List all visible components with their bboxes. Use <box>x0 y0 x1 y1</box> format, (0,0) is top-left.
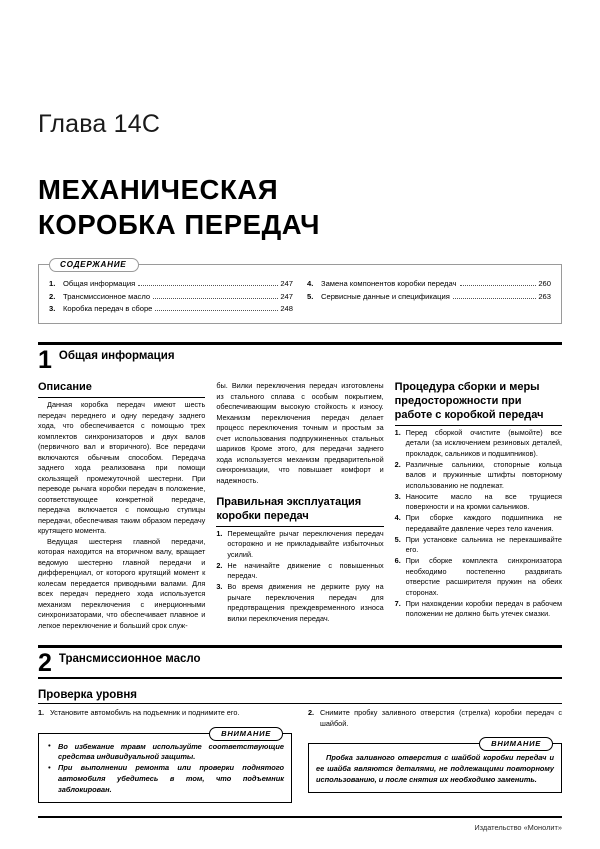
toc-entry-number: 4. <box>307 279 314 289</box>
toc-entry[interactable] <box>49 303 293 315</box>
toc-entry-number: 5. <box>307 291 314 301</box>
toc-leader-dots <box>453 297 537 299</box>
section-2-block <box>38 645 562 803</box>
section-1-columns <box>38 381 562 631</box>
toc-entry-page: 247 <box>280 279 293 289</box>
description-paragraph-1: Данная коробка передач имеют шесть передач переднего и одну передачу заднего хода, что обеспечивается с помощью трех комплектов синхронизаторов и двух валов (первичного вал и вторичного). Все передачи включаются обычным способом. Передача заднего хода реализована при помощи скользящей промежуточной шестерни. При переводе рычага коробки передач в положение, соответствующее конкретной передаче, передача включается с помощью ступицы передачи, обеспечивая таким образом передачу крутящего момента. <box>38 400 206 536</box>
toc-entry-page: 248 <box>280 303 293 313</box>
heading-opisanie: Описание <box>38 381 205 398</box>
toc-entry-number: 2. <box>49 291 56 301</box>
chapter-title <box>38 172 562 242</box>
toc-leader-dots <box>153 297 278 299</box>
footer-rule <box>38 816 562 818</box>
warning-box-right <box>308 739 562 792</box>
toc-entry-page: 247 <box>280 291 293 301</box>
heading-protsedura-sborki: Процедура сборки и меры предосторожности при работе с коробкой передач <box>395 381 562 425</box>
toc-column-left <box>49 278 293 315</box>
column-2 <box>216 381 383 631</box>
assembly-precautions-list <box>395 428 562 620</box>
section-title-row <box>38 345 562 373</box>
chapter-title-line2: КОРОБКА ПЕРЕДАЧ <box>38 209 321 241</box>
section-title-row <box>38 648 562 676</box>
list-item: Перед сборкой очистите (вымойте) все детали (за исключением резиновых деталей, прокладок, сальников и подшипников). <box>405 427 562 458</box>
toc-entry-number: 1. <box>49 279 56 289</box>
section-number: 2 <box>38 649 52 678</box>
table-of-contents <box>38 260 562 324</box>
toc-entry[interactable] <box>307 278 551 290</box>
toc-entry-title: Коробка передач в сборе <box>63 303 153 313</box>
step-text: Установите автомобиль на подъемник и поднимите его. <box>50 708 240 718</box>
toc-entry[interactable] <box>49 278 293 290</box>
heading-proverka-urovnya: Проверка уровня <box>38 689 562 704</box>
step-text: Снимите пробку заливного отверстия (стрелка) коробки передач с шайбой. <box>320 708 562 728</box>
toc-leader-dots <box>155 309 278 311</box>
section-2-header <box>38 645 562 679</box>
section-2-columns <box>38 708 562 803</box>
list-item: При сборке комплекта синхронизатора необходимо постепенно раздвигать отверстие расширителя пружин на обеих сторонах. <box>405 556 562 597</box>
toc-tab-label: СОДЕРЖАНИЕ <box>49 258 139 272</box>
list-item: При нахождении коробки передач в рабочем положении не должно быть утечек смазки. <box>405 598 562 619</box>
list-item: Не начинайте движение с повышенных передач. <box>227 560 384 581</box>
list-item: При установке сальника не перекашивайте его. <box>405 534 562 555</box>
procedure-step <box>38 708 292 719</box>
toc-entry-title: Сервисные данные и спецификация <box>321 291 450 301</box>
column-right <box>308 708 562 803</box>
toc-entry-page: 260 <box>538 279 551 289</box>
list-item: Наносите масло на все трущиеся поверхности и на кромки сальников. <box>405 491 562 512</box>
step-number: 1. <box>38 708 45 718</box>
toc-leader-dots <box>138 284 278 286</box>
column-1 <box>38 381 205 631</box>
warning-tab-label: ВНИМАНИЕ <box>479 737 553 751</box>
section-number: 1 <box>38 346 52 375</box>
warning-item-text: Во избежание травм используйте соответствующие средства индивидуальной защиты. <box>58 741 284 762</box>
operation-rules-list <box>216 529 383 625</box>
section-title: Трансмиссионное масло <box>58 653 201 666</box>
warning-tab-label: ВНИМАНИЕ <box>209 727 283 741</box>
procedure-step <box>308 708 562 729</box>
toc-entry[interactable] <box>49 291 293 303</box>
warning-item <box>46 742 284 764</box>
toc-leader-dots <box>460 284 537 286</box>
toc-entry-number: 3. <box>49 303 56 313</box>
description-paragraph-continued: бы. Вилки переключения передач изготовлены из стального сплава с особым покрытием, обеспечивающим высокую стойкость к износу. Механизм переключения передач делает процесс переключения точным и простым за счет использования подпружиненных стальных шариков Кроме этого, для передачи заднего хода используется механизм предварительной синхронизации, что повышает комфорт и надежность. <box>216 381 384 485</box>
toc-entry[interactable] <box>307 291 551 303</box>
bullet-icon: • <box>48 762 51 772</box>
warning-item <box>46 763 284 795</box>
warning-item-text: При выполнении ремонта или проверки поднятого автомобиля убедитесь в том, что подъемник заблокирован. <box>58 763 284 794</box>
list-item: Перемещайте рычаг переключения передач осторожно и не прикладывайте избыточных усилий. <box>227 528 384 559</box>
chapter-label: Глава 14С <box>38 110 161 138</box>
list-item: При сборке каждого подшипника не передавайте давление через тело качения. <box>405 513 562 533</box>
toc-column-right <box>307 278 551 315</box>
heading-pravilnaya-ekspluatatsiya: Правильная эксплуатация коробки передач <box>216 496 383 527</box>
footer-publisher: Издательство «Монолит» <box>474 822 562 832</box>
step-number: 2. <box>308 708 315 718</box>
toc-entry-title: Общая информация <box>63 279 136 289</box>
section-title: Общая информация <box>58 350 175 363</box>
column-left <box>38 708 292 803</box>
column-3 <box>395 381 562 631</box>
warning-box-left <box>38 728 292 803</box>
bullet-icon: • <box>48 741 51 751</box>
toc-entry-title: Замена компонентов коробки передач <box>321 279 457 289</box>
toc-entry-page: 263 <box>538 291 551 301</box>
toc-entry-title: Трансмиссионное масло <box>63 291 151 301</box>
description-paragraph-2: Ведущая шестерня главной передачи, которая находится на вторичном валу, вращает ведомую шестерню главной передачи и дифференциал, от которого крутящий момент к колесам передается приводными валами. Для всех передач переднего хода используется механизм переключения с инерционными синхронизаторами, что обеспечивает плавное и легкое переключение и больший срок служ- <box>38 536 206 630</box>
warning-text: Пробка заливного отверстия с шайбой коробки передач и ее шайба являются деталями, не подлежащими повторному использованию, и после снятия их необходимо заменить. <box>316 753 554 785</box>
list-item: Различные сальники, стопорные кольца валов и пружинные штифты повторному использованию не подлежат. <box>405 459 562 490</box>
list-item: Во время движения не держите руку на рычаге переключения передач для предотвращения преждевременного износа вилки переключения передач. <box>227 582 384 623</box>
section-bottom-rule <box>38 677 562 679</box>
section-1-header <box>38 342 562 373</box>
chapter-title-line1: МЕХАНИЧЕСКАЯ <box>38 174 279 205</box>
